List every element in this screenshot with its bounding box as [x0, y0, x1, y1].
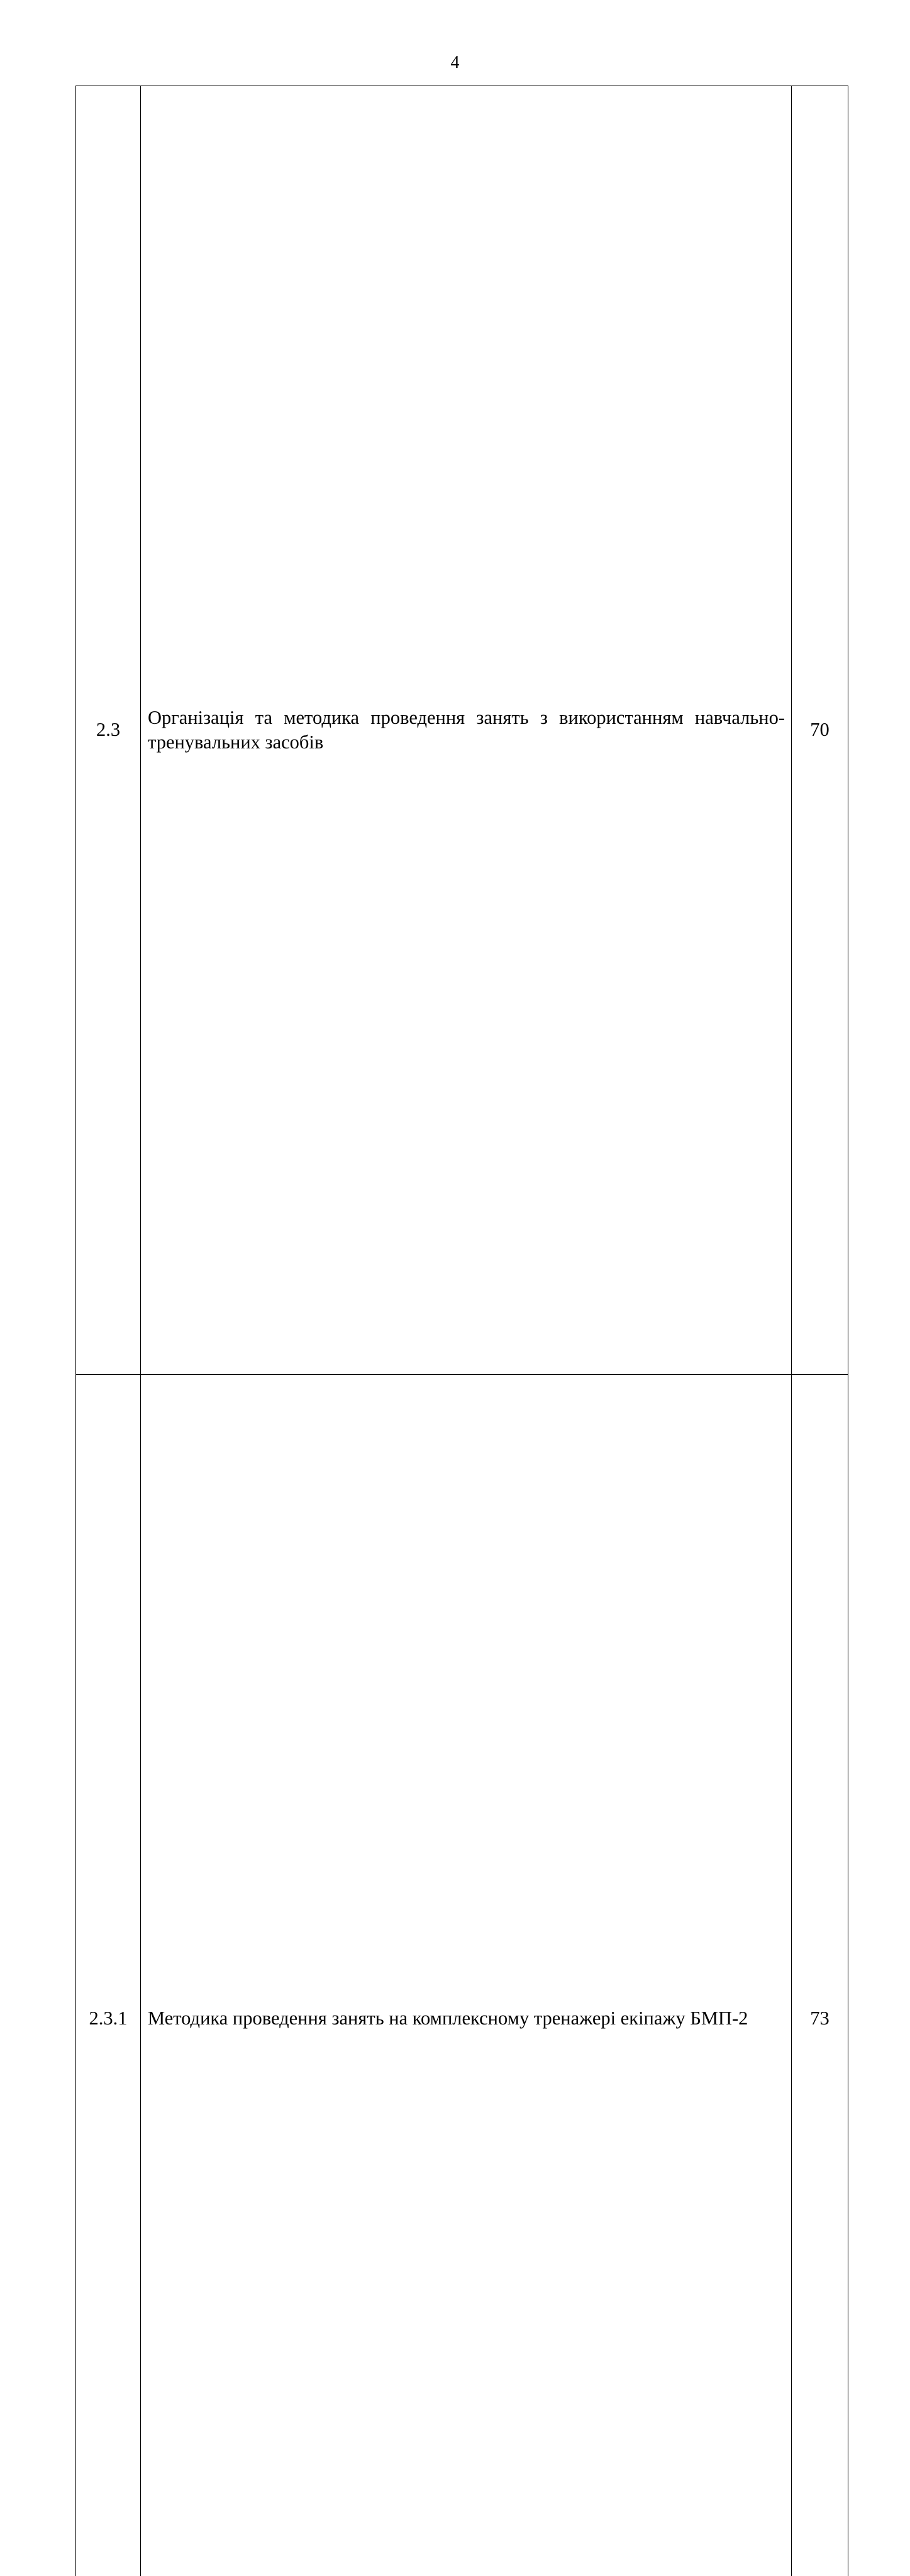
table-of-contents: [75, 86, 848, 2576]
section-title: Методика проведення занять на комплексному тренажері екіпажу БМП-2: [141, 1375, 792, 2576]
toc-row: [76, 86, 848, 1375]
page-ref: 70: [792, 86, 848, 1375]
section-number: 2.3: [76, 86, 141, 1375]
toc-row: [76, 1375, 848, 2576]
page-number: 4: [0, 53, 910, 73]
section-number: 2.3.1: [76, 1375, 141, 2576]
page-ref: 73: [792, 1375, 848, 2576]
section-title: Організація та методика проведення занять з використанням навчально-тренувальних засобів: [141, 86, 792, 1375]
